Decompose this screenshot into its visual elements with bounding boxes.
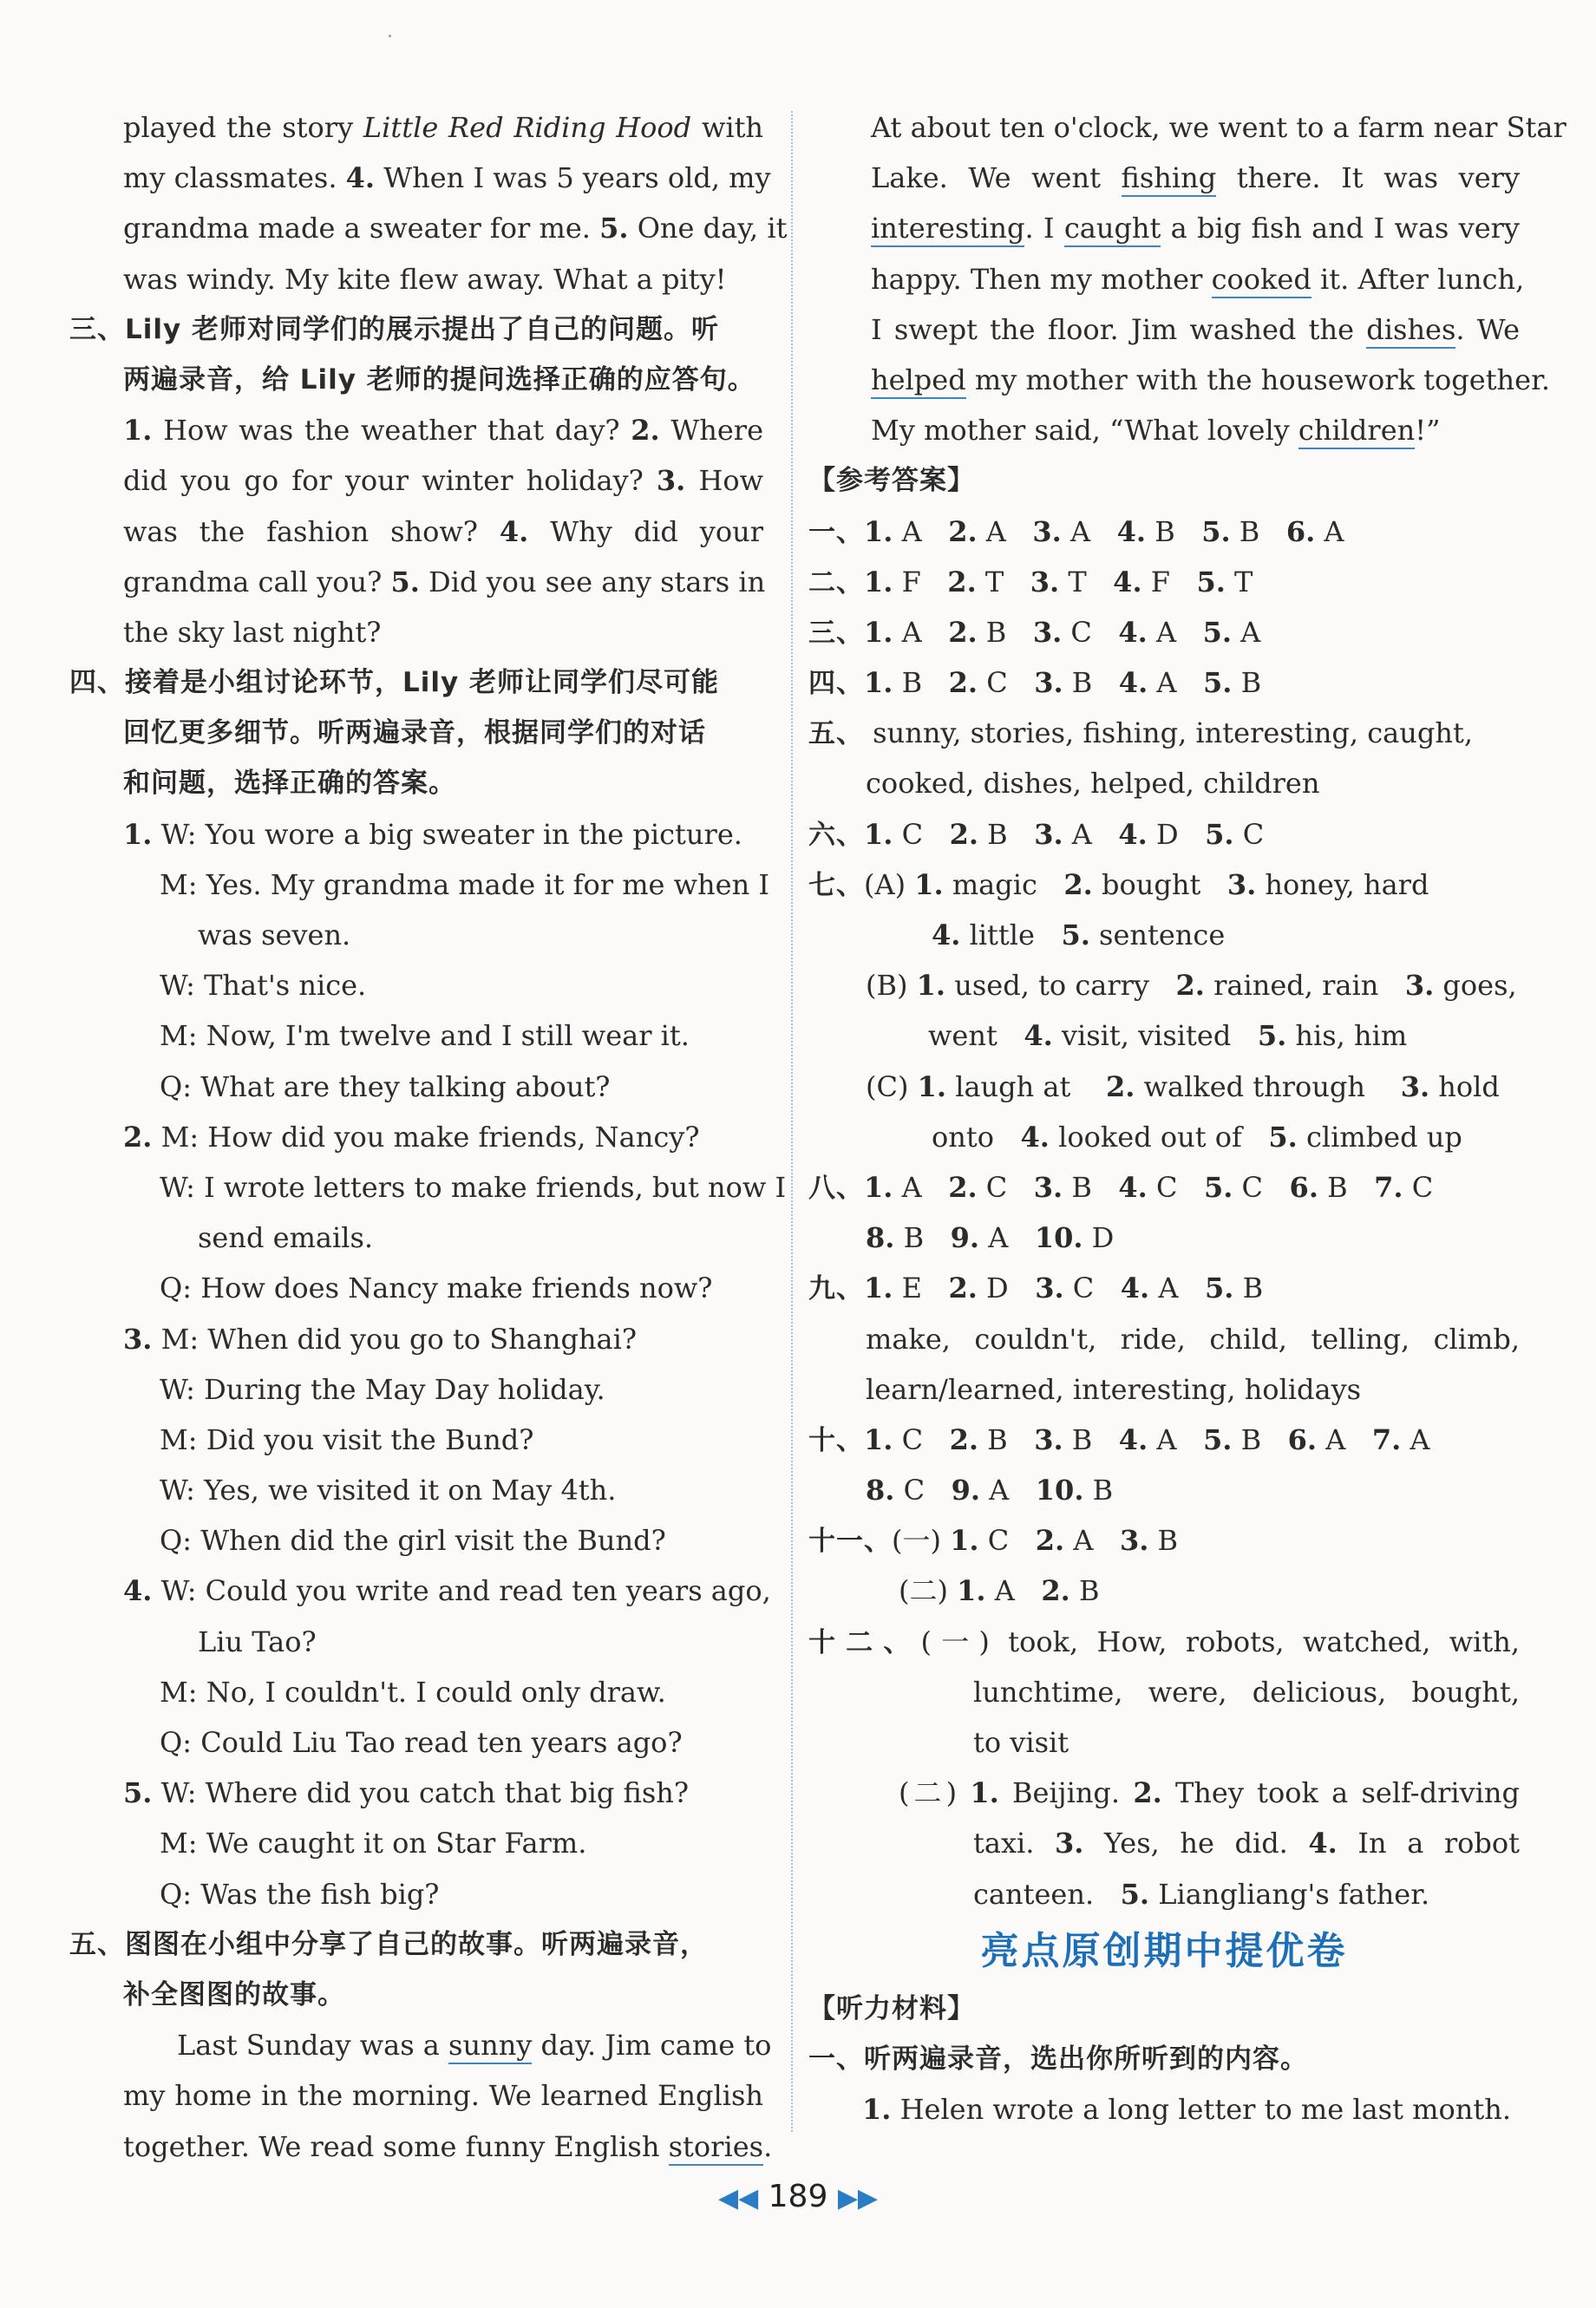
page-footer bbox=[0, 2179, 1596, 2214]
story-line: helped my mother with the housework together. bbox=[808, 355, 1520, 405]
right-column bbox=[808, 102, 1567, 2135]
answer-row: 九、1. E 2. D 3. C 4. A 5. B bbox=[808, 1272, 1264, 1305]
answer-row: (C) 1. laugh at 2. walked through 3. hold bbox=[866, 1069, 1500, 1103]
dialogue-line: W: That's nice. bbox=[160, 969, 367, 1003]
section-heading: 三、Lily 老师对同学们的展示提出了自己的问题。听 bbox=[69, 313, 720, 345]
section-heading: 四、接着是小组讨论环节，Lily 老师让同学们尽可能 bbox=[69, 667, 720, 699]
scan-dot bbox=[389, 35, 391, 37]
answer-row: 四、1. B 2. C 3. B 4. A 5. B bbox=[808, 666, 1262, 700]
story-line: Lake. We went fishing there. It was very bbox=[808, 153, 1520, 203]
story-line: At about ten o'clock, we went to a farm near Star bbox=[871, 111, 1567, 144]
section-heading: 回忆更多细节。听两遍录音，根据同学们的对话 bbox=[123, 717, 706, 749]
column-divider bbox=[791, 111, 793, 2132]
dialogue-line: Liu Tao? bbox=[198, 1625, 317, 1658]
question-line: the sky last night? bbox=[123, 615, 382, 649]
dialogue-line: Q: How does Nancy make friends now? bbox=[160, 1272, 713, 1305]
answer-row: lunchtime, were, delicious, bought, bbox=[973, 1675, 1520, 1709]
story-line: Last Sunday was a sunny day. Jim came to bbox=[69, 2020, 763, 2070]
left-column bbox=[69, 102, 788, 2172]
question-line: 1. How was the weather that day? 2. Where bbox=[123, 414, 764, 448]
answer-row: learn/learned, interesting, holidays bbox=[866, 1372, 1362, 1406]
answer-row: onto 4. looked out of 5. climbed up bbox=[932, 1120, 1462, 1154]
next-page-icon: ▶▶ bbox=[837, 2183, 878, 2213]
answer-row: taxi. 3. Yes, he did. 4. In a robot bbox=[973, 1827, 1520, 1860]
answer-row: 七、(A) 1. magic 2. bought 3. honey, hard bbox=[808, 867, 1429, 901]
dialogue-line: send emails. bbox=[198, 1221, 374, 1255]
answer-row: 三、1. A 2. B 3. C 4. A 5. A bbox=[808, 615, 1261, 649]
answer-row: (B) 1. used, to carry 2. rained, rain 3. goes, bbox=[866, 969, 1517, 1003]
dialogue-line: W: Yes, we visited it on May 4th. bbox=[160, 1474, 617, 1507]
dialogue-line: 1. W: You wore a big sweater in the picture. bbox=[123, 817, 742, 851]
answer-row: 4. little 5. sentence bbox=[932, 919, 1226, 951]
answer-row: 一、1. A 2. A 3. A 4. B 5. B 6. A bbox=[808, 514, 1344, 548]
answer-row: 十二、(一) took, How, robots, watched, with, bbox=[808, 1625, 1521, 1658]
dialogue-line: Q: Could Liu Tao read ten years ago? bbox=[160, 1726, 683, 1759]
question-line: did you go for your winter holiday? 3. How bbox=[123, 464, 763, 498]
section-heading: 两遍录音，给 Lily 老师的提问选择正确的应答句。 bbox=[123, 363, 755, 396]
text-line: played the story Little Red Riding Hood with bbox=[123, 111, 764, 144]
dialogue-line: W: I wrote letters to make friends, but now I bbox=[160, 1170, 787, 1204]
page-number: 189 bbox=[768, 2179, 828, 2214]
story-line: happy. Then my mother cooked it. After lunch, bbox=[808, 254, 1520, 304]
dialogue-line: 2. M: How did you make friends, Nancy? bbox=[123, 1120, 700, 1154]
dialogue-line: was seven. bbox=[198, 919, 351, 951]
prev-page-icon: ◀◀ bbox=[718, 2183, 759, 2213]
answer-row: 8. C 9. A 10. B bbox=[866, 1474, 1114, 1507]
answer-row: went 4. visit, visited 5. his, him bbox=[928, 1019, 1408, 1053]
dialogue-line: M: Now, I'm twelve and I still wear it. bbox=[160, 1019, 690, 1053]
answer-row: 二、1. F 2. T 3. T 4. F 5. T bbox=[808, 565, 1253, 598]
dialogue-line: Q: When did the girl visit the Bund? bbox=[160, 1524, 666, 1558]
section-heading: 和问题，选择正确的答案。 bbox=[123, 768, 456, 800]
question-line: 1. Helen wrote a long letter to me last month. bbox=[862, 2093, 1511, 2127]
dialogue-line: Q: Was the fish big? bbox=[160, 1877, 440, 1911]
text-line: grandma made a sweater for me. 5. One day, it bbox=[123, 212, 788, 245]
dialogue-line: M: Did you visit the Bund? bbox=[160, 1422, 534, 1456]
dialogue-line: M: No, I couldn't. I could only draw. bbox=[160, 1675, 666, 1709]
answer-row: 十一、(一) 1. C 2. A 3. B bbox=[808, 1524, 1179, 1558]
answer-row: cooked, dishes, helped, children bbox=[866, 767, 1320, 801]
answer-row: make, couldn't, ride, child, telling, climb, bbox=[866, 1322, 1520, 1356]
answer-row: to visit bbox=[973, 1726, 1069, 1759]
answer-row: 8. B 9. A 10. D bbox=[866, 1221, 1115, 1255]
answer-row: (二) 1. Beijing. 2. They took a self-driving bbox=[899, 1776, 1521, 1810]
dialogue-line: M: Yes. My grandma made it for me when I bbox=[160, 867, 769, 901]
dialogue-line: M: We caught it on Star Farm. bbox=[160, 1827, 587, 1860]
listening-header: 【听力材料】 bbox=[808, 1992, 975, 2024]
answer-header: 【参考答案】 bbox=[808, 465, 975, 497]
dialogue-line: W: During the May Day holiday. bbox=[160, 1372, 605, 1406]
dialogue-line: 3. M: When did you go to Shanghai? bbox=[123, 1322, 638, 1356]
answer-row: (二) 1. A 2. B bbox=[899, 1574, 1100, 1608]
section-heading: 五、图图在小组中分享了自己的故事。听两遍录音， bbox=[69, 1928, 708, 1960]
dialogue-line: 4. W: Could you write and read ten years ago, bbox=[123, 1574, 771, 1608]
section-heading: 补全图图的故事。 bbox=[123, 1978, 345, 2011]
question-line: was the fashion show? 4. Why did your bbox=[123, 514, 764, 548]
story-line: I swept the floor. Jim washed the dishes. We bbox=[808, 304, 1520, 355]
answer-row: canteen. 5. Liangliang's father. bbox=[973, 1877, 1430, 1911]
answer-row: 八、1. A 2. C 3. B 4. C 5. C 6. B 7. C bbox=[808, 1170, 1434, 1204]
story-line: my home in the morning. We learned English bbox=[123, 2079, 763, 2113]
dialogue-line: Q: What are they talking about? bbox=[160, 1069, 611, 1103]
answer-row: 五、 sunny, stories, fishing, interesting, caught, bbox=[808, 716, 1473, 750]
question-line: grandma call you? 5. Did you see any stars in bbox=[123, 565, 766, 598]
dialogue-line: 5. W: Where did you catch that big fish? bbox=[123, 1776, 690, 1810]
story-line: interesting. I caught a big fish and I was very bbox=[808, 203, 1520, 253]
story-line: together. We read some funny English stories. bbox=[69, 2122, 763, 2172]
answer-row: 十、1. C 2. B 3. B 4. A 5. B 6. A 7. A bbox=[808, 1422, 1430, 1456]
answer-row: 六、1. C 2. B 3. A 4. D 5. C bbox=[808, 817, 1265, 851]
section-heading: 一、听两遍录音，选出你所听到的内容。 bbox=[808, 2043, 1308, 2075]
text-line: my classmates. 4. When I was 5 years old, my bbox=[123, 161, 771, 195]
text-line: was windy. My kite flew away. What a pity! bbox=[123, 262, 727, 296]
section-title: 亮点原创期中提优卷 bbox=[980, 1928, 1348, 1973]
story-line: My mother said, “What lovely children!” bbox=[808, 405, 1520, 455]
